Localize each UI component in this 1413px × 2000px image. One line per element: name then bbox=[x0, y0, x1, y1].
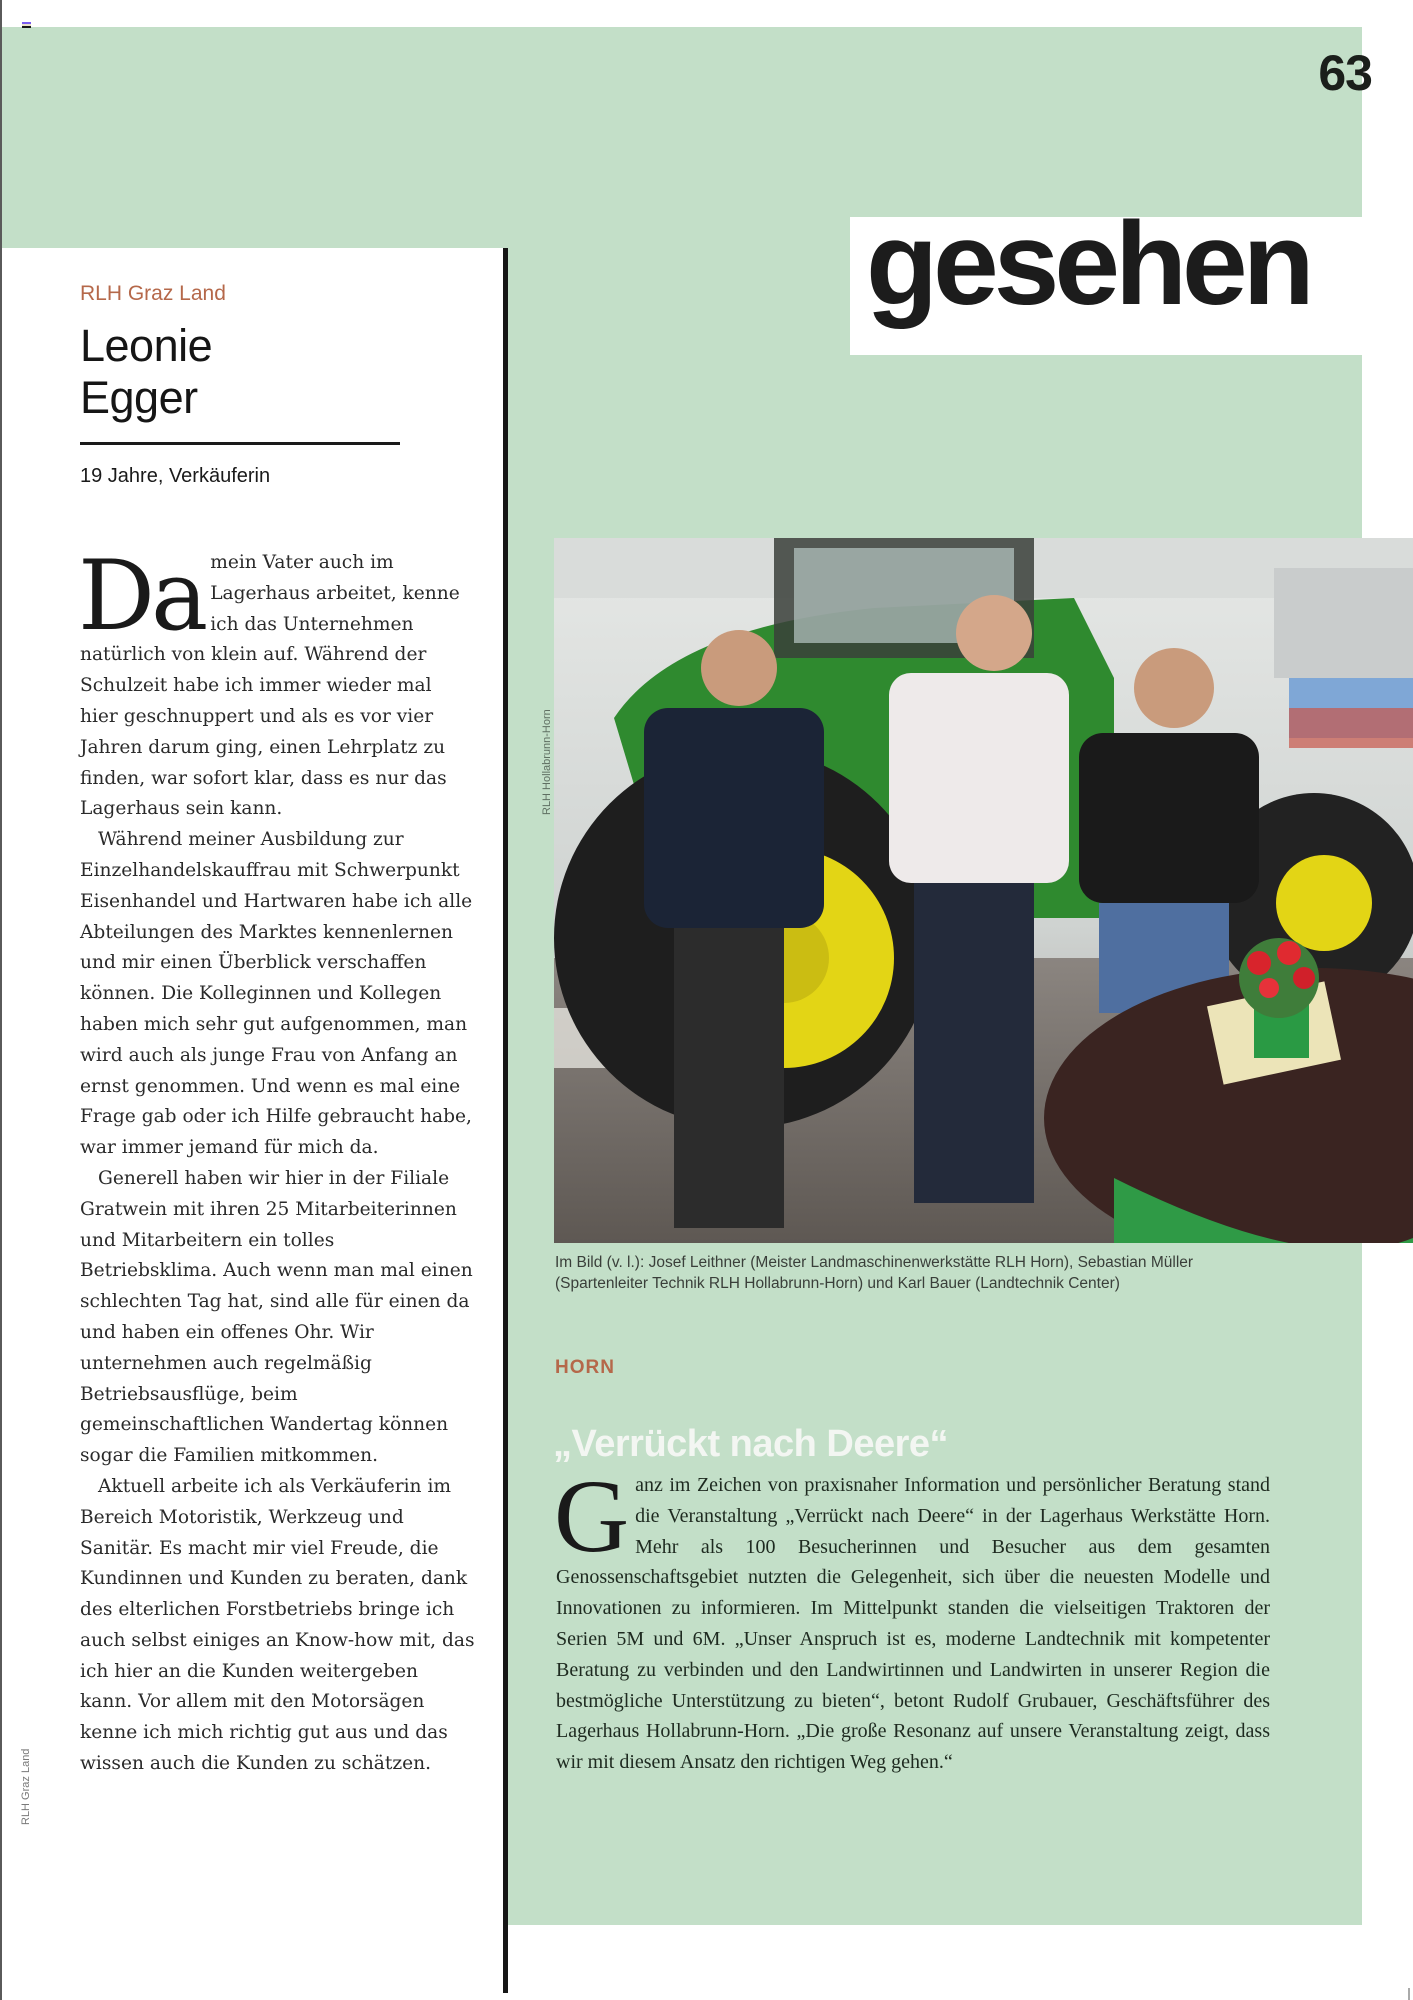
name-underline bbox=[80, 442, 400, 445]
photo-caption: Im Bild (v. l.): Josef Leithner (Meister Landmaschinenwerkstätte RLH Horn), Sebastian Müller (Spartenleiter Technik RLH Hollabrunn-Horn) und Karl Bauer (Landtechnik Center) bbox=[555, 1254, 1194, 1292]
profile-first-name: Leonie bbox=[80, 320, 213, 371]
article-paragraph bbox=[554, 1459, 1270, 1778]
profile-name bbox=[80, 320, 480, 424]
paragraph-text: anz im Zeichen von praxisnaher Information und persönlicher Beratung stand die Veranstaltung „Verrückt nach Deere“ in der Lagerhaus Werkstätte Horn. Mehr als 100 Besucherinnen und Besucher aus dem gesamten Genossenschaftsgebiet nutzten die Gelegenheit, sich über die neuesten Modelle und Innovationen zu informieren. Im Mittelpunkt standen die vielseitigen Traktoren der Serien 5M und 6M. „Unser Anspruch ist es, moderne Landtechnik mit kompetenter Beratung zu verbinden und den Landwirtinnen und Landwirten in unserer Region die bestmögliche Unterstützung zu bieten“, betont Rudolf Grubauer, Geschäftsführer des Lagerhaus Hollabrunn-Horn. „Die große Resonanz auf unsere Veranstaltung zeigt, dass wir mit diesem Ansatz den richtigen Weg gehen.“ bbox=[556, 1474, 1270, 1774]
column-divider bbox=[503, 248, 508, 1993]
photo-credit: RLH Hollabrunn-Horn bbox=[541, 709, 553, 815]
dropcap: Da bbox=[78, 540, 205, 652]
profile-paragraph: Während meiner Ausbildung zur Einzelhandelskauffrau mit Schwerpunkt Eisenhandel und Hartwaren habe ich alle Abteilungen des Marktes kennenlernen und mir einen Überblick verschaffen können. Die Kolleginnen und Kollegen haben mich sehr gut aufgenommen, man wird auch als junge Frau von Anfang an ernst genommen. Und wenn es mal eine Frage gab oder ich Hilfe gebraucht habe, war immer jemand für mich da. bbox=[80, 829, 473, 1159]
profile-text bbox=[78, 540, 475, 1780]
section-title: gesehen bbox=[866, 198, 1310, 330]
tractor-photo-illustration bbox=[554, 538, 1413, 1243]
side-credit: RLH Graz Land bbox=[20, 1748, 32, 1825]
article-kicker: HORN bbox=[555, 1357, 615, 1378]
article-headline: „Verrückt nach Deere“ bbox=[553, 1422, 949, 1465]
profile-paragraph: Aktuell arbeite ich als Verkäuferin im Bereich Motoristik, Werkzeug und Sanitär. Es macht mir viel Freude, die Kundinnen und Kunden zu beraten, dank des elterlichen Forstbetriebs bringe ich auch selbst einiges an Know-how mit, das ich hier an die Kunden weitergeben kann. Vor allem mit den Motorsägen kenne ich mich richtig gut aus und das wissen auch die Kunden zu schätzen. bbox=[80, 1475, 475, 1775]
article-body bbox=[554, 1459, 1270, 1778]
print-registration-mark-icon bbox=[22, 22, 31, 30]
page-number: 63 bbox=[1318, 45, 1372, 101]
profile-meta: 19 Jahre, Verkäuferin bbox=[80, 465, 271, 487]
paragraph-text: mein Vater auch im Lagerhaus arbeitet, kenne ich das Unternehmen natürlich von klein auf. Während der Schulzeit habe ich immer wieder mal hier geschnuppert und als es vor vier Jahren darum ging, einen Lehrplatz zu finden, war sofort klar, dass es nur das Lagerhaus sein kann. bbox=[80, 552, 460, 820]
profile-paragraph: Generell haben wir hier in der Filiale Gratwein mit ihren 25 Mitarbeiterinnen und Mitarbeitern ein tolles Betriebsklima. Auch wenn man mal einen schlechten Tag hat, sind alle für einen da und haben ein offenes Ohr. Wir unternehmen auch regelmäßig Betriebsausflüge, beim gemeinschaftlichen Wandertag können sogar die Familien mitkommen. bbox=[80, 1167, 473, 1467]
profile-header bbox=[80, 280, 480, 488]
article-photo[interactable] bbox=[554, 538, 1413, 1243]
profile-kicker: RLH Graz Land bbox=[80, 282, 226, 305]
profile-last-name: Egger bbox=[80, 372, 198, 423]
page-edge bbox=[0, 0, 2, 2000]
page-edge-mark bbox=[1408, 1988, 1410, 2000]
profile-paragraph bbox=[78, 540, 475, 825]
dropcap: G bbox=[554, 1459, 630, 1574]
